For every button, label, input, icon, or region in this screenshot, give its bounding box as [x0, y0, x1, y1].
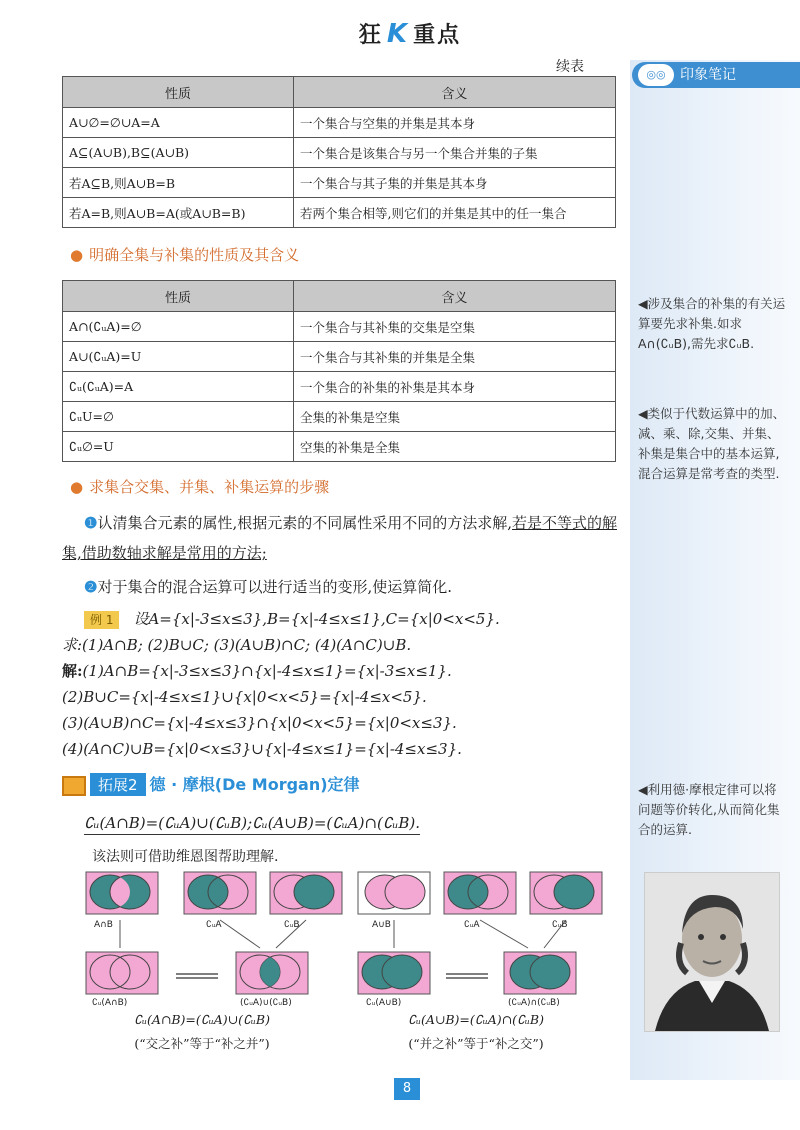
de-morgan-formula: ∁ᵤ(A∩B)=(∁ᵤA)∪(∁ᵤB);∁ᵤ(A∪B)=(∁ᵤA)∩(∁ᵤB). [84, 814, 420, 835]
side-note-3: ◀利用德·摩根定律可以将问题等价转化,从而简化集合的运算. [638, 782, 780, 837]
property-cell: A∩(∁ᵤA)=∅ [63, 312, 294, 342]
header-k-logo: K [386, 19, 410, 49]
table-row [63, 312, 616, 342]
left-caption-note: (“交之补”等于“补之并”) [134, 1036, 270, 1051]
property-cell: ∁ᵤ∅=U [63, 432, 294, 462]
property-cell: 若A=B,则A∪B=A(或A∪B=B) [63, 198, 294, 228]
venn-cua-int-cub [504, 952, 576, 994]
table-row [63, 138, 616, 168]
venn-cua [184, 872, 256, 914]
table-header: 性质 [63, 77, 294, 108]
venn-a-int-b [86, 872, 158, 914]
book-icon [62, 776, 86, 796]
complement-properties-table [62, 280, 616, 462]
venn-label: ∁ᵤB [552, 920, 568, 930]
meaning-cell: 全集的补集是空集 [294, 402, 616, 432]
venn-label: (∁ᵤA)∩(∁ᵤB) [508, 998, 560, 1008]
sidebar-header [632, 62, 800, 88]
table-row [63, 168, 616, 198]
table-row [63, 108, 616, 138]
bullet-icon: ● [70, 246, 84, 264]
property-cell: A⊆(A∪B),B⊆(A∪B) [63, 138, 294, 168]
table-row [63, 372, 616, 402]
meaning-cell: 若两个集合相等,则它们的并集是其中的任一集合 [294, 198, 616, 228]
page-number: 8 [394, 1078, 420, 1100]
venn-cu-a-u-b [358, 952, 430, 994]
solution-label: 解: [62, 662, 83, 680]
table-row [63, 198, 616, 228]
venn-label: ∁ᵤB [284, 920, 300, 930]
venn-diagrams [80, 868, 620, 1008]
continued-label: 续表 [556, 59, 584, 75]
section-title: 明确全集与补集的性质及其含义 [89, 246, 300, 264]
section-heading-complement [70, 244, 299, 265]
extension-title: 德 · 摩根(De Morgan)定律 [149, 775, 360, 794]
venn-label: ∁ᵤ(A∩B) [92, 998, 128, 1008]
step-1 [62, 508, 622, 568]
venn-cub-right [530, 872, 602, 914]
meaning-cell: 一个集合与其子集的并集是其本身 [294, 168, 616, 198]
right-caption-formula: ∁ᵤ(A∪B)=(∁ᵤA)∩(∁ᵤB) [408, 1012, 544, 1027]
property-cell: A∪(∁ᵤA)=U [63, 342, 294, 372]
meaning-cell: 一个集合与其补集的交集是空集 [294, 312, 616, 342]
property-cell: 若A⊆B,则A∪B=B [63, 168, 294, 198]
meaning-cell: 一个集合是该集合与另一个集合并集的子集 [294, 138, 616, 168]
right-caption-note: (“并之补”等于“补之交”) [408, 1036, 544, 1051]
venn-cub [270, 872, 342, 914]
sidebar-title: 印象笔记 [680, 67, 736, 83]
table-row [63, 402, 616, 432]
step-number-icon: ❷ [84, 578, 98, 596]
step-2 [62, 572, 622, 602]
extension-heading [62, 772, 360, 796]
section-heading-steps [70, 476, 329, 497]
table-row [63, 432, 616, 462]
bullet-icon: ● [70, 478, 84, 496]
solution-2: (2)B∪C={x|-4≤x≤1}∪{x|0<x<5}={x|-4≤x<5}. [62, 688, 427, 706]
venn-label: ∁ᵤA [464, 920, 480, 930]
de-morgan-portrait [644, 872, 780, 1032]
venn-label: (∁ᵤA)∪(∁ᵤB) [240, 998, 292, 1008]
venn-cua-u-cub [236, 952, 308, 994]
notebook-icon: ◎◎ [638, 64, 674, 86]
page-header [330, 18, 490, 49]
property-cell: A∪∅=∅∪A=A [63, 108, 294, 138]
step-text: 认清集合元素的属性,根据元素的不同属性采用不同的方法求解, [97, 514, 512, 532]
example-question: 求:(1)A∩B; (2)B∪C; (3)(A∪B)∩C; (4)(A∩C)∪B. [62, 636, 412, 654]
venn-label: A∩B [94, 920, 113, 930]
union-properties-table [62, 76, 616, 228]
table-header: 含义 [294, 77, 616, 108]
example-text: 设A={x|-3≤x≤3},B={x|-4≤x≤1},C={x|0<x<5}. [133, 610, 500, 628]
venn-intro: 该法则可借助维恩图帮助理解. [92, 849, 279, 865]
header-text: 重点 [413, 23, 462, 48]
venn-label: ∁ᵤ(A∪B) [366, 998, 402, 1008]
example-tag: 例 1 [84, 611, 119, 629]
venn-cu-a-int-b [80, 952, 158, 994]
venn-cua-right [444, 872, 516, 914]
meaning-cell: 空集的补集是全集 [294, 432, 616, 462]
solution-4: (4)(A∩C)∪B={x|0<x≤3}∪{x|-4≤x≤1}={x|-4≤x≤3}. [62, 740, 462, 758]
property-cell: ∁ᵤ(∁ᵤA)=A [63, 372, 294, 402]
left-caption-formula: ∁ᵤ(A∩B)=(∁ᵤA)∪(∁ᵤB) [134, 1012, 270, 1027]
header-text: 狂 [358, 23, 383, 48]
extension-tag: 拓展2 [90, 773, 146, 796]
table-row [63, 342, 616, 372]
venn-a-u-b [358, 872, 430, 914]
property-cell: ∁ᵤU=∅ [63, 402, 294, 432]
side-note-2: ◀类似于代数运算中的加、减、乘、除,交集、并集、补集是集合中的基本运算,混合运算是常考查的类型. [638, 406, 786, 481]
table-header: 含义 [294, 281, 616, 312]
step-number-icon: ❶ [84, 514, 98, 532]
solution-text: (1)A∩B={x|-3≤x≤3}∩{x|-4≤x≤1}={x|-3≤x≤1}. [82, 662, 452, 680]
table-header: 性质 [63, 281, 294, 312]
side-note-1: ◀涉及集合的补集的有关运算要先求补集.如求A∩(∁ᵤB),需先求∁ᵤB. [638, 296, 786, 351]
step-text: 对于集合的混合运算可以进行适当的变形,使运算简化. [97, 578, 452, 596]
step-text-underlined: 若是不等式的解集,借助数轴求解是常用的方法; [62, 514, 618, 562]
venn-label: A∪B [372, 920, 391, 930]
meaning-cell: 一个集合与其补集的并集是全集 [294, 342, 616, 372]
section-title: 求集合交集、并集、补集运算的步骤 [89, 478, 330, 496]
solution-3: (3)(A∪B)∩C={x|-4≤x≤3}∩{x|0<x<5}={x|0<x≤3}. [62, 714, 457, 732]
meaning-cell: 一个集合与空集的并集是其本身 [294, 108, 616, 138]
meaning-cell: 一个集合的补集的补集是其本身 [294, 372, 616, 402]
venn-label: ∁ᵤA [206, 920, 222, 930]
